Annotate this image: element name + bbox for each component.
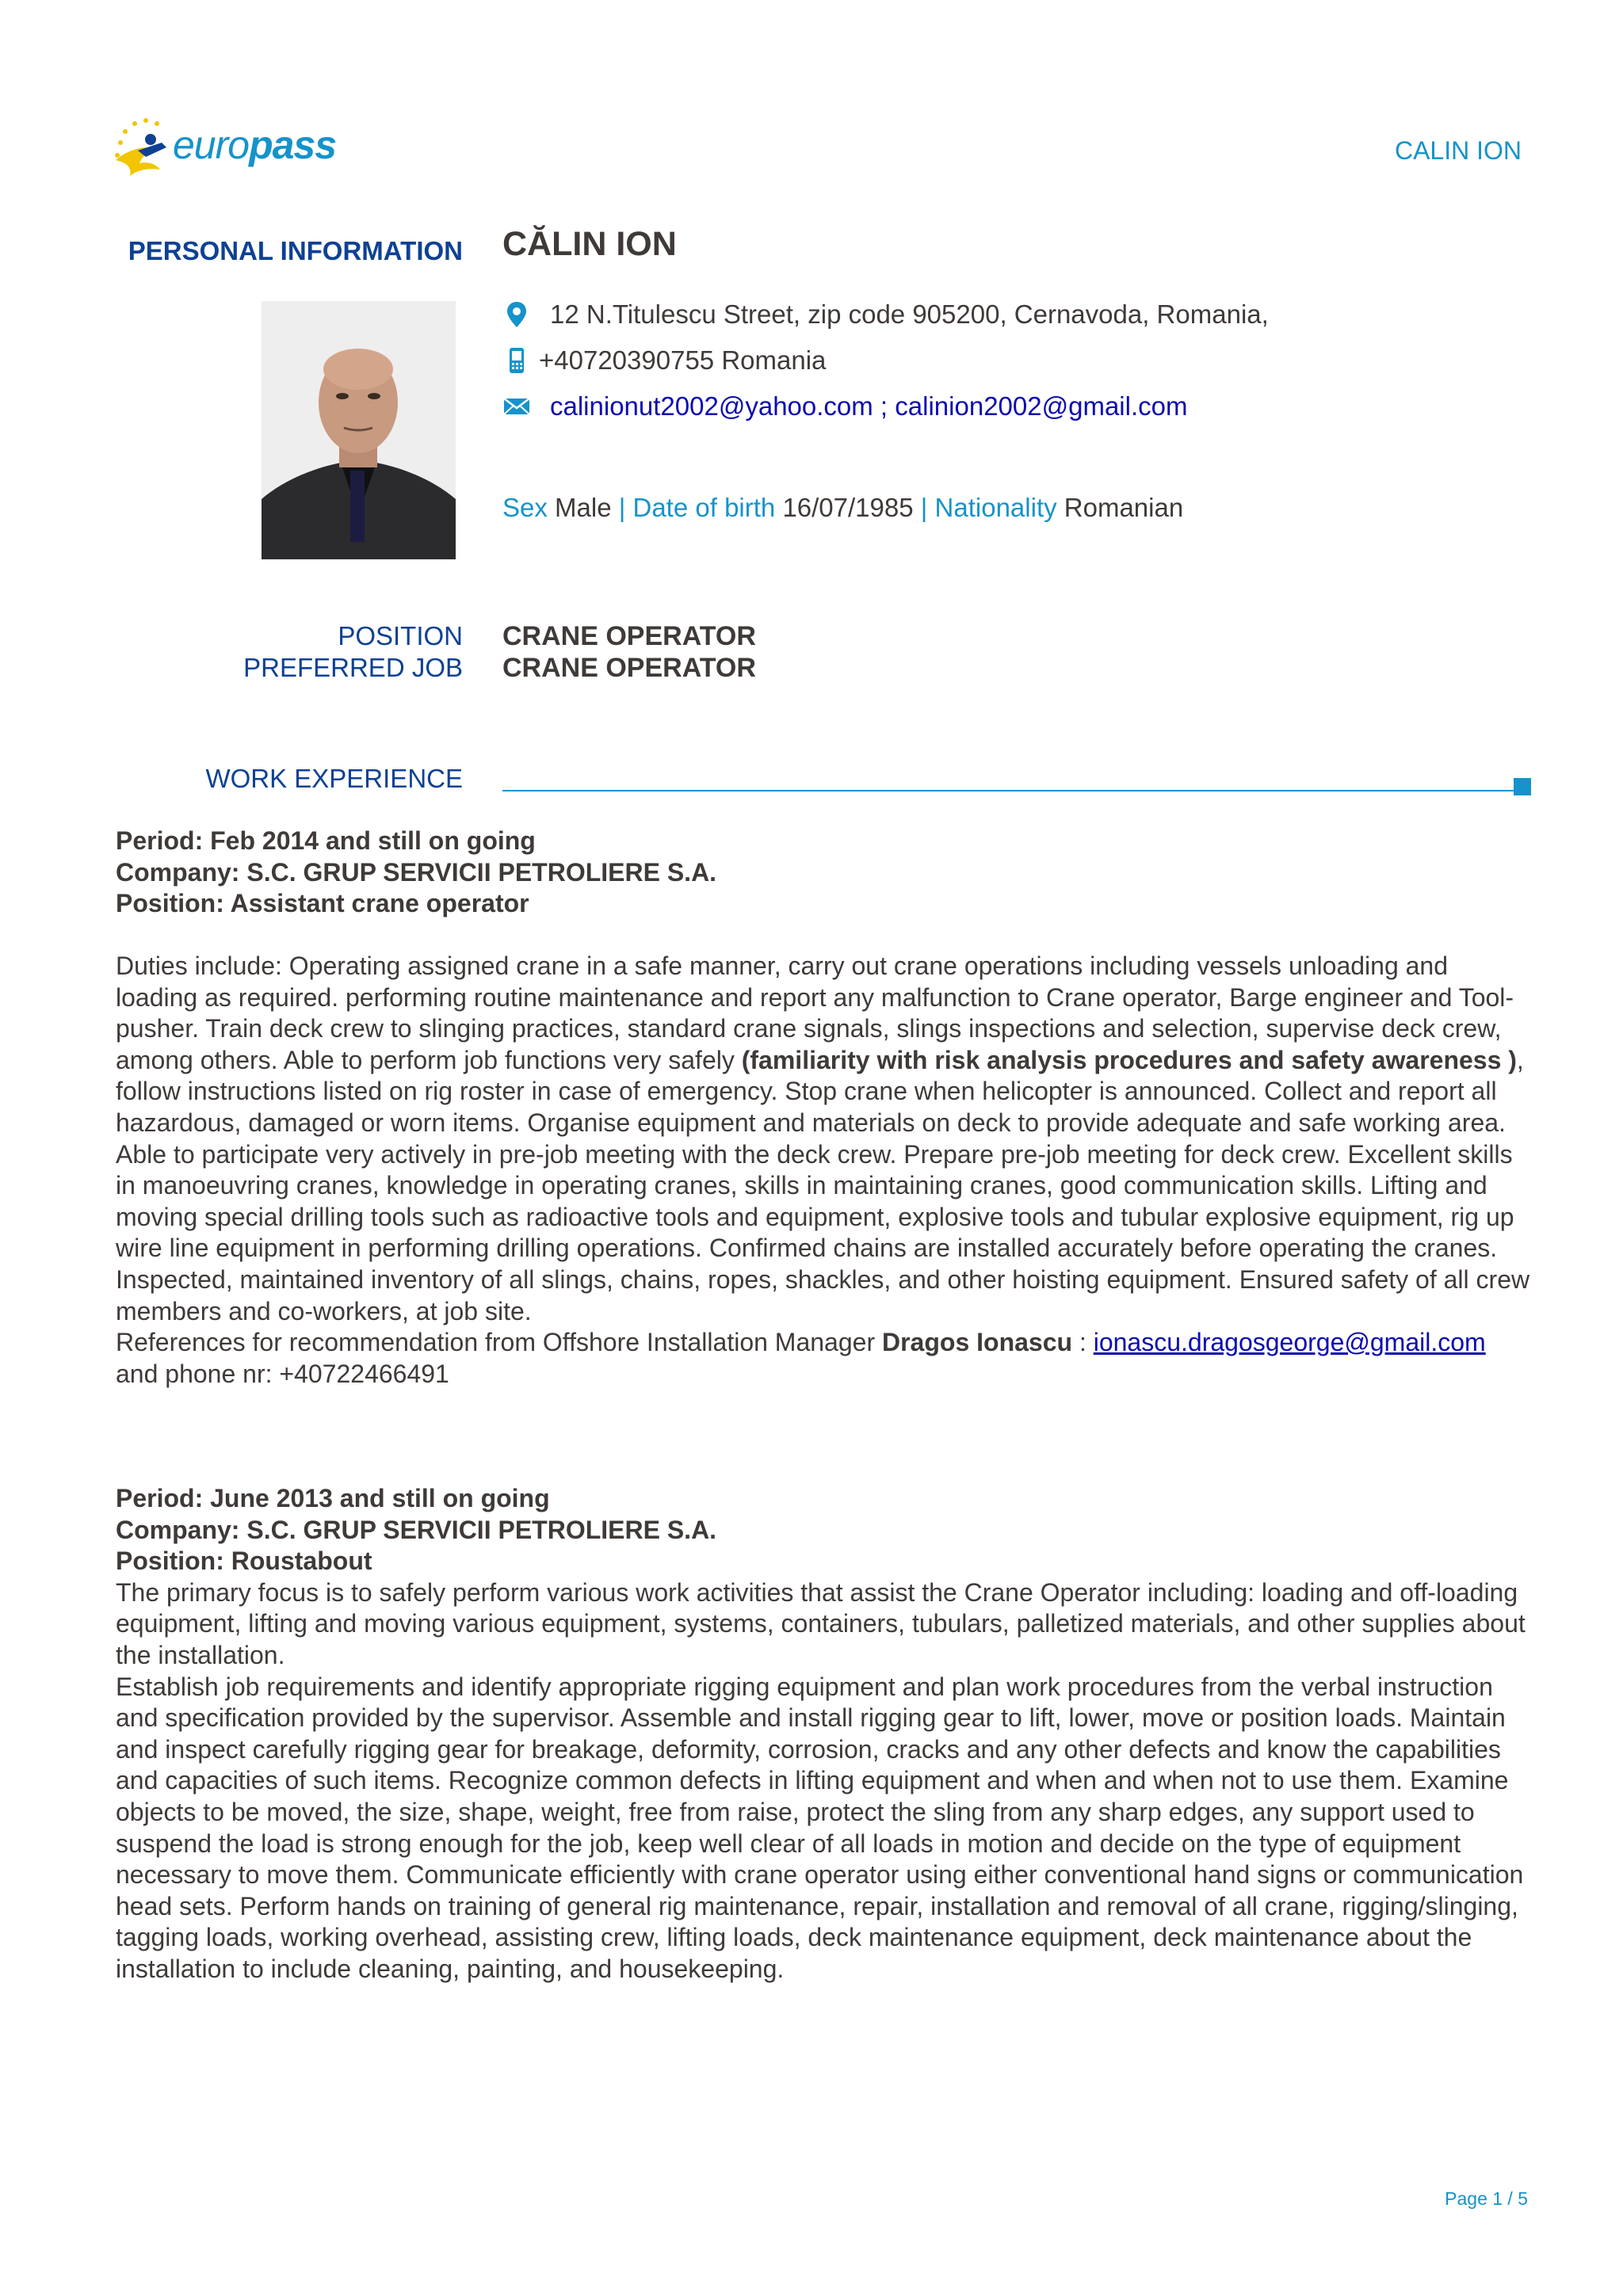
- europass-logo: [111, 111, 341, 182]
- reference-prefix: References for recommendation from Offshore Installation Manager: [116, 1328, 882, 1357]
- personal-information-label: PERSONAL INFORMATION: [128, 236, 463, 265]
- phone-row: [502, 345, 826, 376]
- profile-photo: [262, 301, 456, 559]
- job-position: Position: Roustabout: [116, 1547, 372, 1576]
- nationality-value: Romanian: [1064, 493, 1184, 522]
- envelope-icon: [502, 392, 531, 421]
- duties-bold-text: (familiarity with risk analysis procedures and safety awareness ): [741, 1045, 1517, 1074]
- reference-phone: and phone nr: +40722466491: [116, 1359, 449, 1388]
- phone-text: +40720390755 Romania: [539, 345, 827, 375]
- page-number: Page 1 / 5: [1445, 2188, 1528, 2209]
- full-name: CĂLIN ION: [502, 225, 677, 263]
- job-period: Period: June 2013 and still on going: [116, 1484, 550, 1512]
- logo-wordmark: europass: [173, 123, 337, 167]
- section-divider: [502, 790, 1514, 791]
- sex-value: Male: [555, 493, 612, 522]
- preferred-job-label: PREFERRED JOB: [243, 653, 463, 682]
- address-text: 12 N.Titulescu Street, zip code 905200, Cernavoda, Romania,: [550, 299, 1269, 329]
- email-link-1[interactable]: calinionut2002@yahoo.com: [550, 391, 873, 421]
- duties-text: Duties include: Operating assigned crane in a safe manner, carry out crane operations including vessels unloading and loading as required. performing routine maintenance and report any malfunction to Crane operator, Barge engineer and Tool-pusher. Train deck crew to slinging practices, standard crane signals, slings inspections and selection, supervise deck crew, among others. Able to perform job functions very safely: [116, 952, 1514, 1074]
- work-experience-label: WORK EXPERIENCE: [205, 764, 463, 793]
- nationality-label: Nationality: [934, 493, 1057, 522]
- section-marker: [1514, 778, 1531, 795]
- header-name: CALIN ION: [1394, 136, 1522, 165]
- reference-name: Dragos Ionascu: [881, 1328, 1073, 1357]
- personal-details-row: [502, 493, 1183, 523]
- job-description-paragraph: The primary focus is to safely perform various work activities that assist the Crane Operator including: loading and off-loading equipment, lifting and moving various equipment, systems, containers, tubulars, palletized materials, and other supplies about the installation.: [116, 1577, 1526, 1669]
- job-1-header: [116, 826, 1534, 920]
- reference-colon: :: [1072, 1328, 1094, 1357]
- job-1-duties: [116, 951, 1534, 1390]
- address-row: [502, 299, 1269, 330]
- email-link-2[interactable]: calinion2002@gmail.com: [895, 391, 1188, 421]
- reference-line: [116, 1327, 1534, 1359]
- separator: |: [920, 493, 928, 522]
- separator: |: [618, 493, 626, 522]
- dob-value: 16/07/1985: [782, 493, 914, 522]
- job-company: Company: S.C. GRUP SERVICII PETROLIERE S.A.: [116, 1515, 717, 1544]
- job-company: Company: S.C. GRUP SERVICII PETROLIERE S.A.: [116, 857, 717, 887]
- dob-label: Date of birth: [632, 493, 776, 522]
- location-pin-icon: [502, 300, 531, 329]
- job-2-block: [116, 1483, 1534, 1985]
- job-position: Position: Assistant crane operator: [116, 889, 529, 918]
- email-separator: ;: [873, 391, 896, 421]
- sex-label: Sex: [502, 493, 548, 522]
- mobile-phone-icon: [502, 346, 531, 375]
- job-period: Period: Feb 2014 and still on going: [116, 826, 536, 855]
- preferred-job-value: CRANE OPERATOR: [502, 653, 756, 683]
- job-description-paragraph: Establish job requirements and identify appropriate rigging equipment and plan work procedures from the verbal instruction and specification provided by the supervisor. Assemble and install rigging gear to lift, lower, move or position loads. Maintain and inspect carefully rigging gear for breakage, deformity, corrosion, cracks and any other defects and know the capabilities and capacities of such items. Recognize common defects in lifting equipment and when and when not to use them. Examine objects to be moved, the size, shape, weight, free from raise, protect the sling from any sharp edges, any support used to suspend the load is strong enough for the job, keep well clear of all loads in motion and decide on the type of equipment necessary to move them. Communicate efficiently with crane operator using either conventional hand signs or communication head sets. Perform hands on training of general rig maintenance, repair, installation and removal of all crane, rigging/slinging, tagging loads, working overhead, assisting crew, lifting loads, deck maintenance equipment, deck maintenance about the installation to include cleaning, painting, and housekeeping.: [116, 1672, 1524, 1983]
- europass-logo-icon: [111, 111, 182, 182]
- position-value: CRANE OPERATOR: [502, 621, 756, 651]
- reference-email-link[interactable]: ionascu.dragosgeorge@gmail.com: [1093, 1328, 1486, 1357]
- duties-text-continued: , follow instructions listed on rig roster in case of emergency. Stop crane when helicopter is announced. Collect and report all hazardous, damaged or worn items. Organise equipment and materials on deck to provide adequate and safe working area. Able to participate very actively in pre-job meeting with the deck crew. Prepare pre-job meeting for deck crew. Excellent skills in manoeuvring cranes, knowledge in operating cranes, skills in maintaining cranes, good communication skills. Lifting and moving special drilling tools such as radioactive tools and equipment, explosive tools and tubular explosive equipment, rig up wire line equipment in performing drilling operations. Confirmed chains are installed accurately before operating the cranes. Inspected, maintained inventory of all slings, chains, ropes, shackles, and other hoisting equipment. Ensured safety of all crew members and co-workers, at job site.: [116, 1045, 1530, 1325]
- position-label: POSITION: [338, 621, 463, 650]
- email-row: [502, 391, 1187, 421]
